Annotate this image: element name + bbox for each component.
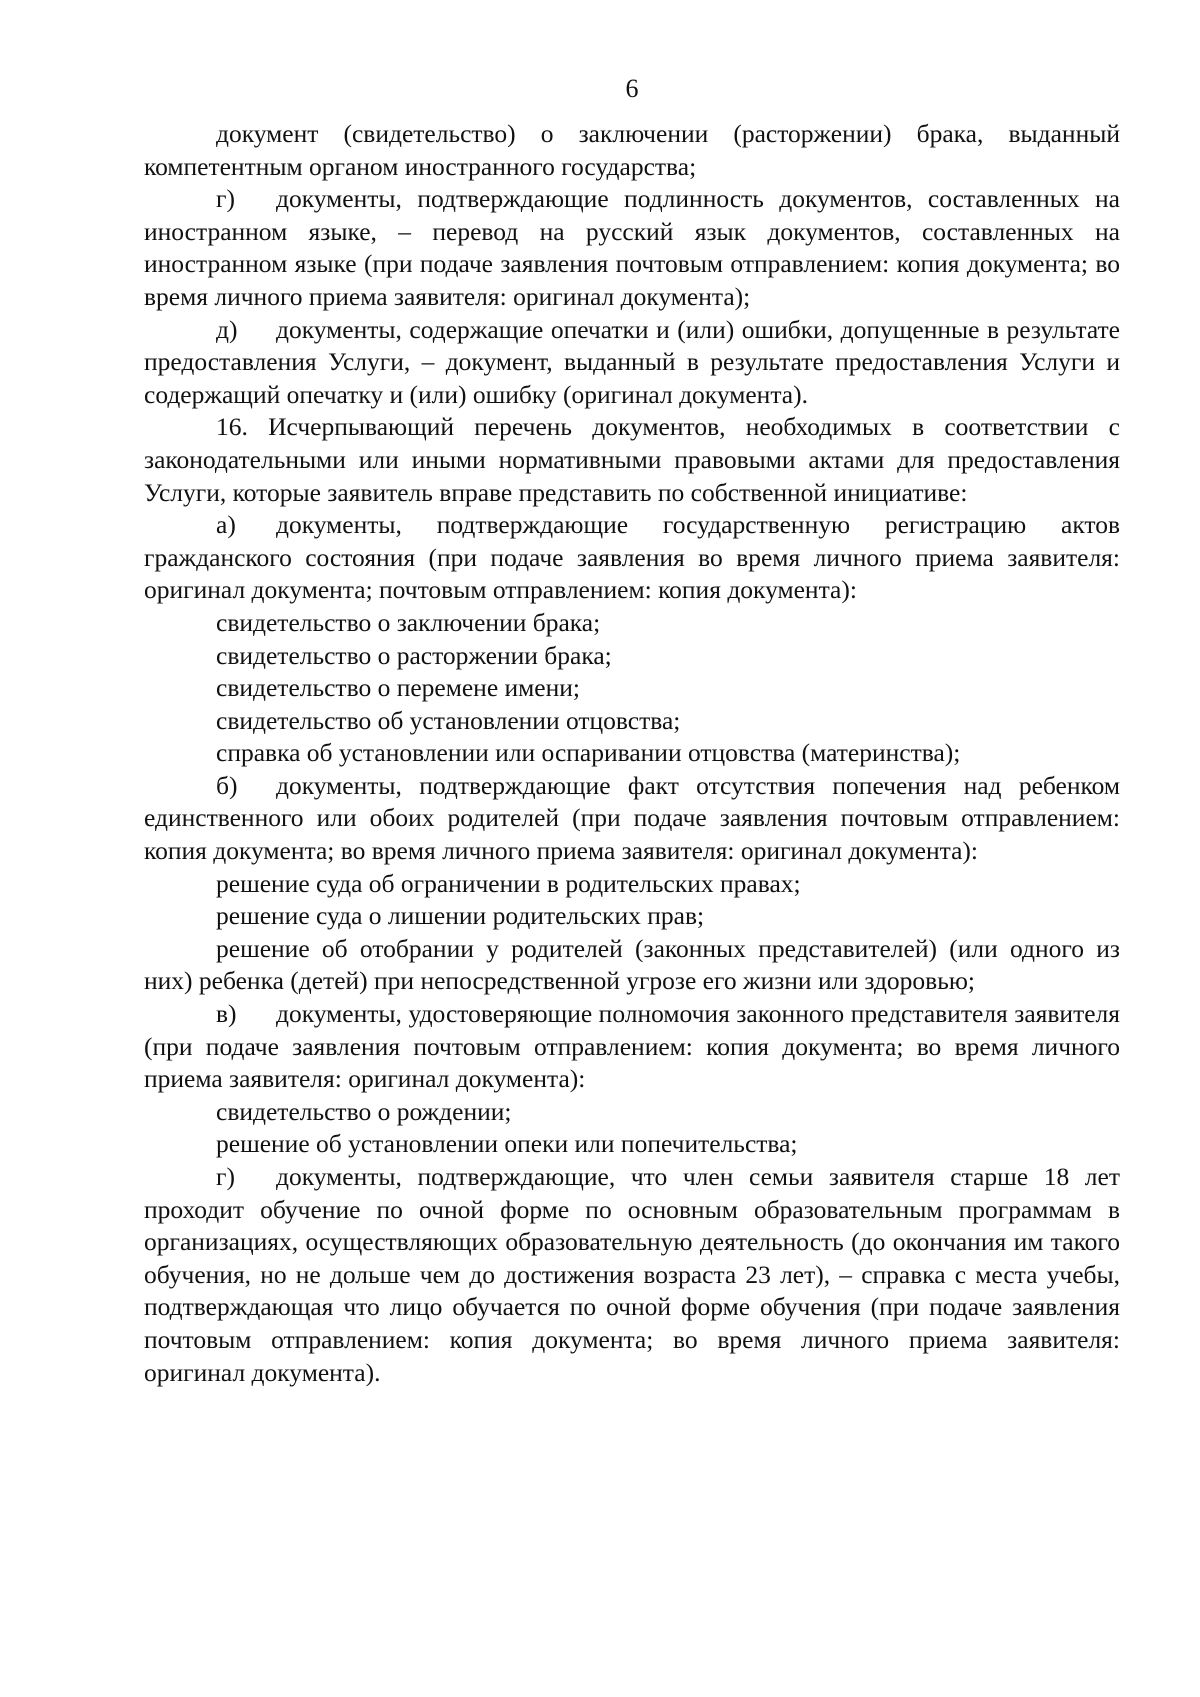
sub-item bbox=[144, 900, 1120, 933]
sub-item bbox=[144, 640, 1120, 673]
paragraph-text: документы, подтверждающие факт отсутствия попечения над ребенком единственного или обоих родителей (при подаче заявления почтовым отправлением: копия документа; во время личного приема заявителя: оригинал документа): bbox=[144, 770, 1120, 866]
list-item-v bbox=[144, 998, 1120, 1096]
page-number: 6 bbox=[625, 74, 639, 103]
paragraph-text: документы, подтверждающие государственную регистрацию актов гражданского состояния (при подаче заявления во время личного приема заявителя: оригинал документа; почтовым отправлением: копия документа): bbox=[144, 510, 1120, 605]
item-marker: а) bbox=[216, 510, 236, 540]
paragraph-text: свидетельство об установлении отцовства; bbox=[216, 705, 681, 735]
sub-item bbox=[144, 672, 1120, 705]
paragraph-text: 16. Исчерпывающий перечень документов, необходимых в соответствии с законодательными или иными нормативными правовыми актами для предоставления Услуги, которые заявитель вправе представить по собственной инициативе: bbox=[144, 412, 1120, 507]
list-item-g bbox=[144, 183, 1120, 313]
item-marker: д) bbox=[216, 314, 238, 344]
paragraph-text: свидетельство о расторжении брака; bbox=[216, 640, 612, 670]
paragraph-text: документы, удостоверяющие полномочия законного представителя заявителя (при подаче заявления почтовым отправлением: копия документа; во время личного приема заявителя: оригинал документа): bbox=[144, 999, 1120, 1094]
sub-item bbox=[144, 1128, 1120, 1161]
paragraph-text: документы, подтверждающие подлинность документов, составленных на иностранном языке, – перевод на русский язык документов, составленных на иностранном языке (при подаче заявления почтовым отправлением: копия документа; во время личного приема заявителя: оригинал документа); bbox=[144, 184, 1120, 311]
item-marker: г) bbox=[216, 1162, 235, 1191]
item-marker: г) bbox=[216, 184, 235, 214]
document-body bbox=[144, 118, 1120, 1389]
sub-item bbox=[144, 607, 1120, 640]
sub-item bbox=[144, 868, 1120, 901]
paragraph-text: решение об установлении опеки или попечительства; bbox=[216, 1129, 798, 1159]
paragraph-text: свидетельство о рождении; bbox=[216, 1096, 512, 1126]
paragraph bbox=[144, 118, 1120, 183]
sub-item bbox=[144, 933, 1120, 998]
item-marker: б) bbox=[216, 770, 238, 800]
paragraph-text: свидетельство о заключении брака; bbox=[216, 607, 601, 637]
paragraph-text: документы, содержащие опечатки и (или) ошибки, допущенные в результате предоставления Услуги, – документ, выданный в результате предоставления Услуги и содержащий опечатку и (или) ошибку (оригинал документа). bbox=[144, 314, 1120, 409]
paragraph-text: решение суда о лишении родительских прав; bbox=[216, 901, 705, 931]
paragraph-text: решение об отобрании у родителей (законных представителей) (или одного из них) ребенка (детей) при непосредственной угрозе его жизни или здоровью; bbox=[144, 933, 1120, 996]
paragraph-text: справка об установлении или оспаривании отцовства (материнства); bbox=[216, 738, 961, 768]
list-item-d bbox=[144, 314, 1120, 412]
sub-item bbox=[144, 705, 1120, 738]
item-marker: в) bbox=[216, 999, 237, 1029]
sub-item bbox=[144, 737, 1120, 770]
sub-item bbox=[144, 1096, 1120, 1129]
paragraph-text: свидетельство о перемене имени; bbox=[216, 673, 580, 703]
paragraph-text: решение суда об ограничении в родительских правах; bbox=[216, 868, 801, 898]
paragraph-text: документы, подтверждающие, что член семьи заявителя старше 18 лет проходит обучение по очной форме по основным образовательным программам в организациях, осуществляющих образовательную деятельность (до окончания им такого обучения, но не дольше чем до достижения возраста 23 лет), – справка с места учебы, подтверждающая что лицо обучается по очной форме обучения (при подаче заявления почтовым отправлением: копия документа; во время личного приема заявителя: оригинал документа). bbox=[144, 1162, 1120, 1387]
paragraph-text: документ (свидетельство) о заключении (расторжении) брака, выданный компетентным органом иностранного государства; bbox=[144, 119, 1120, 181]
list-item-b bbox=[144, 770, 1120, 868]
list-item-g2 bbox=[144, 1161, 1120, 1389]
list-item-a bbox=[144, 509, 1120, 607]
section-16 bbox=[144, 411, 1120, 509]
